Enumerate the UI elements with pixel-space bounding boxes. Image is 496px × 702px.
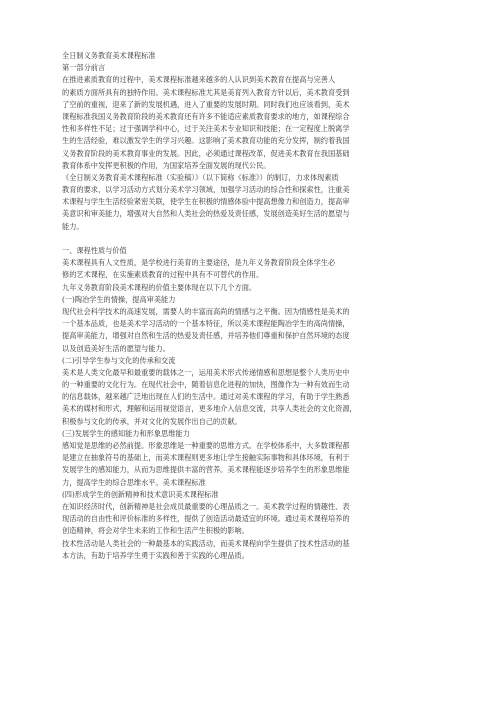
- text-line: 美术的媒材和形式，理解和运用视觉语言，更多地介入信息交流，共享人类社会的文化资源，: [62, 404, 357, 414]
- text-line: 技术性活动是人类社会的一种最基本的实践活动，而美术课程向学生提供了技术性活动的基: [62, 538, 350, 548]
- intro-paragraphs: [62, 74, 412, 232]
- text-line: 创造精神，将会对学生未来的工作和生活产生积极的影响。: [62, 526, 249, 536]
- subsection-heading: (一)陶冶学生的情操，提高审美能力: [62, 294, 176, 304]
- text-line: 性和多样性不足；过于强调学科中心，过于关注美术专业知识和技能；在一定程度上脱离学: [62, 124, 350, 134]
- text-line: 是建立在抽象符号的基础上，而美术课程则更多地让学生接触实际事物和具体环境，有利于: [62, 453, 350, 463]
- text-line: 课程标准我国义务教育阶段的美术教育还有许多不能适应素质教育要求的地方，如课程综合: [62, 111, 350, 121]
- document-title: 全日制义务教育美术课程标准: [62, 51, 156, 60]
- subsection-heading: (二)引导学生参与文化的传承和交流: [62, 355, 176, 365]
- text-line: 教育体系中发挥更积极的作用，为国家培养全面发展的现代公民。: [62, 160, 271, 170]
- part-heading: 第一部分前言: [62, 63, 106, 73]
- text-line: 以及创造美好生活的愿望与能力。: [62, 343, 170, 353]
- text-line: 美术是人类文化最早和最重要的载体之一，运用美术形式传递情感和思想是整个人类历史中: [62, 367, 350, 377]
- text-line: 美意识和审美能力，增强对大自然和人类社会的热爱及责任感，发展创造美好生活的愿望与: [62, 209, 350, 219]
- text-line: 修的艺术课程，在实施素质教育的过程中具有不可替代的作用。: [62, 270, 264, 280]
- text-line: 的一种重要的文化行为。在现代社会中，随着信息化进程的加快，图像作为一种有效而生动: [62, 380, 350, 390]
- text-line: 在知识经济时代，创新精神是社会成员最重要的心理品质之一。美术教学过程的情趣性、表: [62, 501, 350, 511]
- paragraph-gap: [62, 233, 412, 245]
- text-line: 九年义务教育阶段美术课程的价值主要体现在以下几个方面。: [62, 282, 257, 292]
- text-line: 本方法，有助于培养学生勇于实践和善于实践的心理品质。: [62, 550, 249, 560]
- text-line: 现代社会科学技术的高速发展，需要人的丰富而高尚的情感与之平衡。因为情感性是美术的: [62, 306, 350, 316]
- text-line: 美术课程具有人文性质，是学校进行美育的主要途径，是九年义务教育阶段全体学生必: [62, 258, 336, 268]
- text-line: 现活动的自由性和评价标准的多样性，提供了创造活动最适宜的环境。通过美术课程培养的: [62, 514, 350, 524]
- text-line: 能力。: [62, 221, 84, 231]
- text-line: 提高审美能力，增强对自然和生活的热爱及责任感，并培养他们尊重和保护自然环境的态度: [62, 331, 350, 341]
- text-line: 感知觉是思维的必然前提。形象思维是一种重要的思维方式。在学校体系中，大多数课程都: [62, 441, 350, 450]
- text-line: 的信息载体，越来越广泛地出现在人们的生活中。通过对美术课程的学习，有助于学生熟悉: [62, 392, 350, 402]
- subsection-heading: (三)发展学生的感知能力和形象思维能力: [62, 428, 190, 438]
- section-paragraphs: [62, 257, 412, 562]
- text-line: 术课程与学生生活经验紧密关联，使学生在积极的情感体验中提高想像力和创造力，提高审: [62, 197, 350, 207]
- text-line: 发展学生的感知能力，从而为思维提供丰富的营养。美术课程能逐步培养学生的形象思维能: [62, 465, 350, 475]
- section-heading: 一、课程性质与价值: [62, 246, 127, 255]
- subsection-heading: (四)形成学生的创新精神和技术意识美术课程标准: [62, 489, 219, 499]
- text-line: 了空前的重视，迎来了新的发展机遇，进入了重要的发展时期。同时我们也应该看到，美术: [62, 99, 350, 109]
- text-line: 教育的要求，以学习活动方式划分美术学习领域，加强学习活动的综合性和探索性，注重美: [62, 185, 350, 195]
- text-line: 义务教育阶段的美术教育事业的发展。因此，必须通过课程改革，促进美术教育在我国基础: [62, 148, 350, 158]
- text-line: 积极参与文化的传承，并对文化的发展作出自己的贡献。: [62, 416, 242, 426]
- text-line: 力，提高学生的综合思维水平。美术课程标准: [62, 477, 206, 487]
- text-line: 的素质方面所具有的独特作用。美术课程标准尤其是美育列入教育方针以后，美术教育受到: [62, 87, 350, 97]
- text-line: 一个基本品质，也是美术学习活动的一个基本特征，所以美术课程能陶冶学生的高尚情操，: [62, 319, 350, 329]
- text-line: 《全日制义务教育美术课程标准（实验稿）》（以下简称《标准》）的制订，力求体现素质: [62, 172, 339, 182]
- text-line: 在推进素质教育的过程中，美术课程标准越来越多的人认识到美术教育在提高与完善人: [62, 75, 336, 85]
- text-line: 生的生活经验，难以激发学生的学习兴趣。这影响了美术教育功能的充分发挥，制约着我国: [62, 136, 350, 146]
